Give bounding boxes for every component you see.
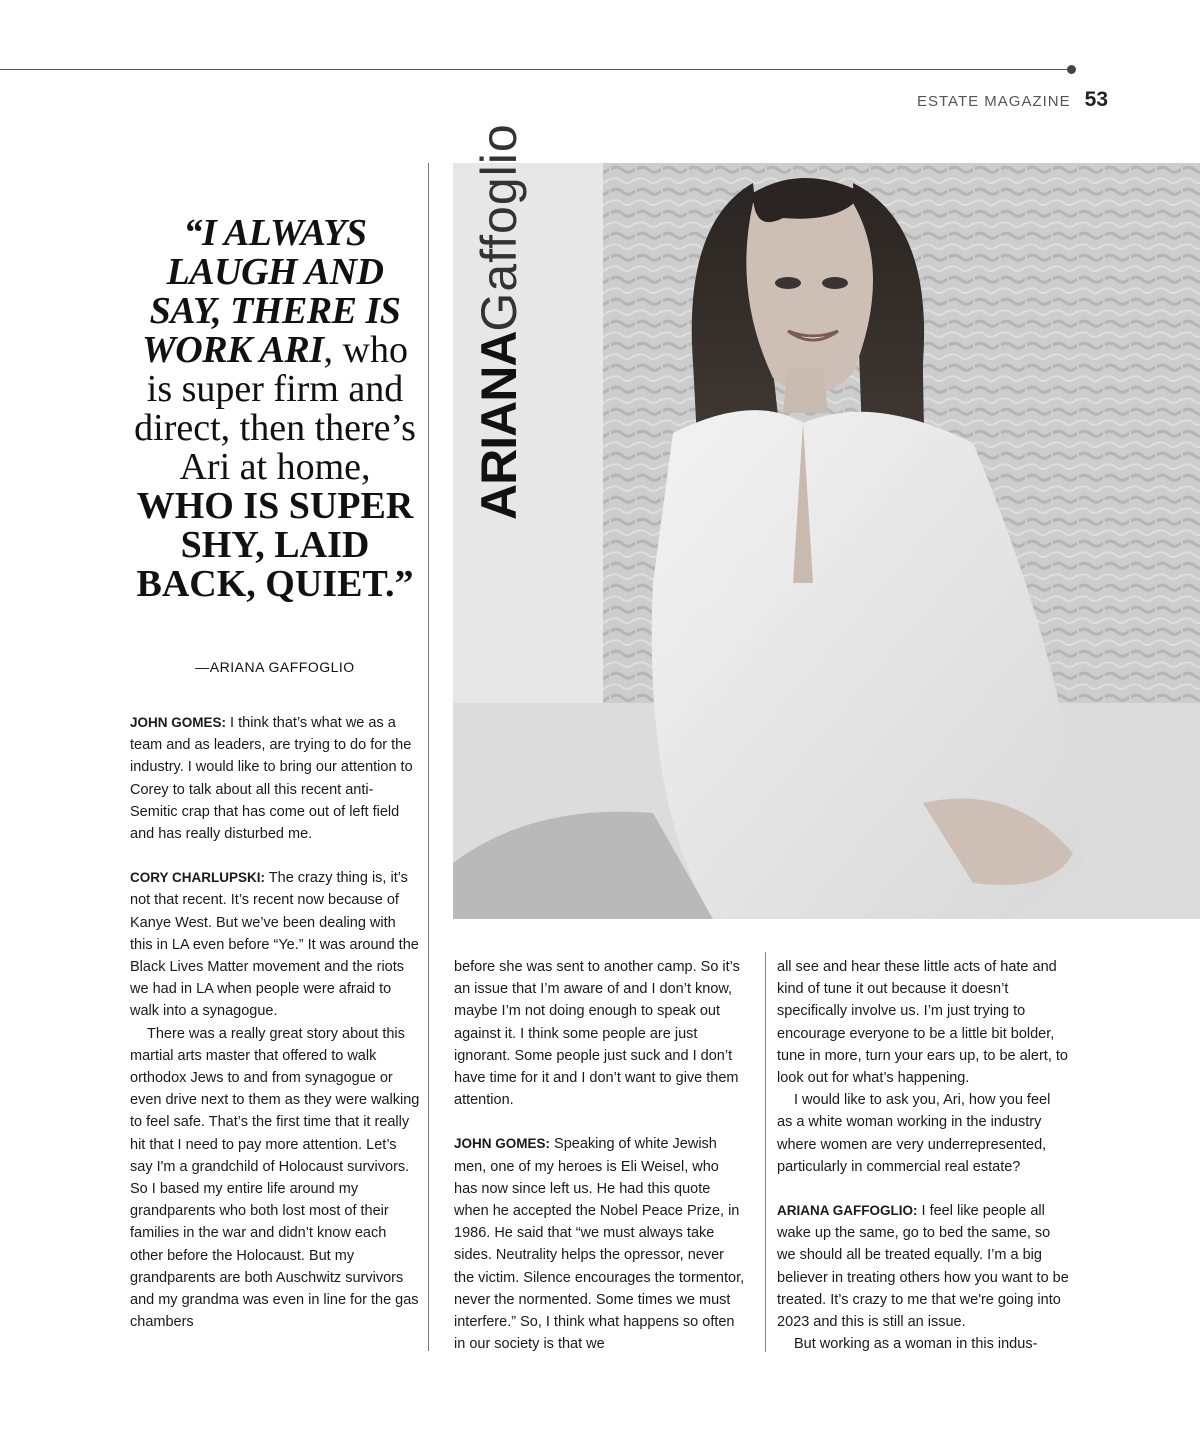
paragraph-text: The crazy thing is, it’s not that recent. It’s recent now because of Kanye West. But we’ve been dealing with this in LA even before “Ye.” It was around the Black Lives Matter movement and the riots we had in LA when people were afraid to walk into a synagogue. bbox=[130, 870, 419, 1020]
column-divider bbox=[765, 952, 766, 1352]
feature-last-name: Gaffoglio bbox=[471, 123, 527, 332]
article-column-2 bbox=[454, 956, 746, 1355]
page-number: 53 bbox=[1084, 88, 1108, 111]
portrait-illustration bbox=[453, 163, 1200, 919]
paragraph-text: I feel like people all wake up the same, go to bed the same, so we should all be treated equally. I’m a big believer in treating others how you want to be treated. It’s crazy to me that we're going into 2023 and this is still an issue. bbox=[777, 1203, 1069, 1331]
feature-name-vertical bbox=[471, 123, 527, 520]
portrait-photo bbox=[453, 163, 1200, 919]
feature-first-name: ARIANA bbox=[471, 331, 527, 520]
paragraph: before she was sent to another camp. So it’s an issue that I’m aware of and I don’t know, maybe I’m not doing enough to speak out against it. I think some people are just ignorant. Some people just suck and I don’t have time for it and I don’t want to give them attention. bbox=[454, 959, 740, 1109]
header-rule bbox=[0, 69, 1070, 70]
header-rule-dot bbox=[1067, 65, 1076, 74]
paragraph-text: Speaking of white Jewish men, one of my heroes is Eli Weisel, who has now since left us. He had this quote when he accepted the Nobel Peace Prize, in 1986. He said that “we must always take sides. Neutrality helps the opressor, never the victim. Silence encourages the tormentor, never the normented. Some times we must interfere.” So, I think what happens so often in our society is that we bbox=[454, 1136, 745, 1353]
paragraph bbox=[130, 712, 420, 845]
speaker-label: JOHN GOMES: bbox=[130, 715, 227, 730]
paragraph: But working as a woman in this indus- bbox=[794, 1336, 1038, 1353]
speaker-label: CORY CHARLUPSKI: bbox=[130, 870, 266, 886]
article-column-3 bbox=[777, 956, 1069, 1355]
paragraph bbox=[454, 1133, 746, 1355]
speaker-label: JOHN GOMES: bbox=[454, 1136, 551, 1152]
pull-quote-italic: “I ALWAYS LAUGH AND SAY, THERE IS WORK ARI bbox=[142, 212, 401, 371]
paragraph: There was a really great story about this martial arts master that offered to walk orthodox Jews to and from synagogue or even drive next to them as they were walking to feel safe. That’s the first time that it really hit that I need to pay more attention. Let’s say I'm a grandchild of Holocaust survivors. So I based my entire life around my grandparents who both lost most of their families in the war and didn’t know each other before the Holocaust. But my grandparents are both Auschwitz survivors and my grandma was even in line for the gas chambers bbox=[130, 1025, 420, 1331]
pull-quote-attribution: —ARIANA GAFFOGLIO bbox=[195, 659, 355, 675]
paragraph-text: I think that’s what we as a team and as leaders, are trying to do for the industry. I would like to bring our attention to Corey to talk about all this recent anti-Semitic crap that has come out of left field and has really disturbed me. bbox=[130, 715, 413, 843]
page-header bbox=[917, 88, 1108, 112]
paragraph bbox=[777, 1200, 1069, 1333]
paragraph bbox=[130, 867, 420, 1022]
pull-quote-regular: , who is super firm and direct, then there’s Ari at home, bbox=[134, 329, 416, 488]
paragraph: all see and hear these little acts of hate and kind of tune it out because it doesn’t specifically involve us. I’m just trying to encourage everyone to be a little bit bolder, tune in more, turn your ears up, to be alert, to look out for what’s happening. bbox=[777, 959, 1068, 1087]
pull-quote-bold: WHO IS SUPER SHY, LAID BACK, QUIET.” bbox=[136, 485, 414, 605]
paragraph: I would like to ask you, Ari, how you feel as a white woman working in the industry where women are very underrepresented, particularly in commercial real estate? bbox=[777, 1092, 1051, 1175]
pull-quote bbox=[130, 214, 420, 604]
article-column-1 bbox=[130, 712, 420, 1333]
magazine-name: ESTATE MAGAZINE bbox=[917, 93, 1071, 110]
column-divider bbox=[428, 163, 429, 1351]
speaker-label: ARIANA GAFFOGLIO: bbox=[777, 1203, 918, 1219]
